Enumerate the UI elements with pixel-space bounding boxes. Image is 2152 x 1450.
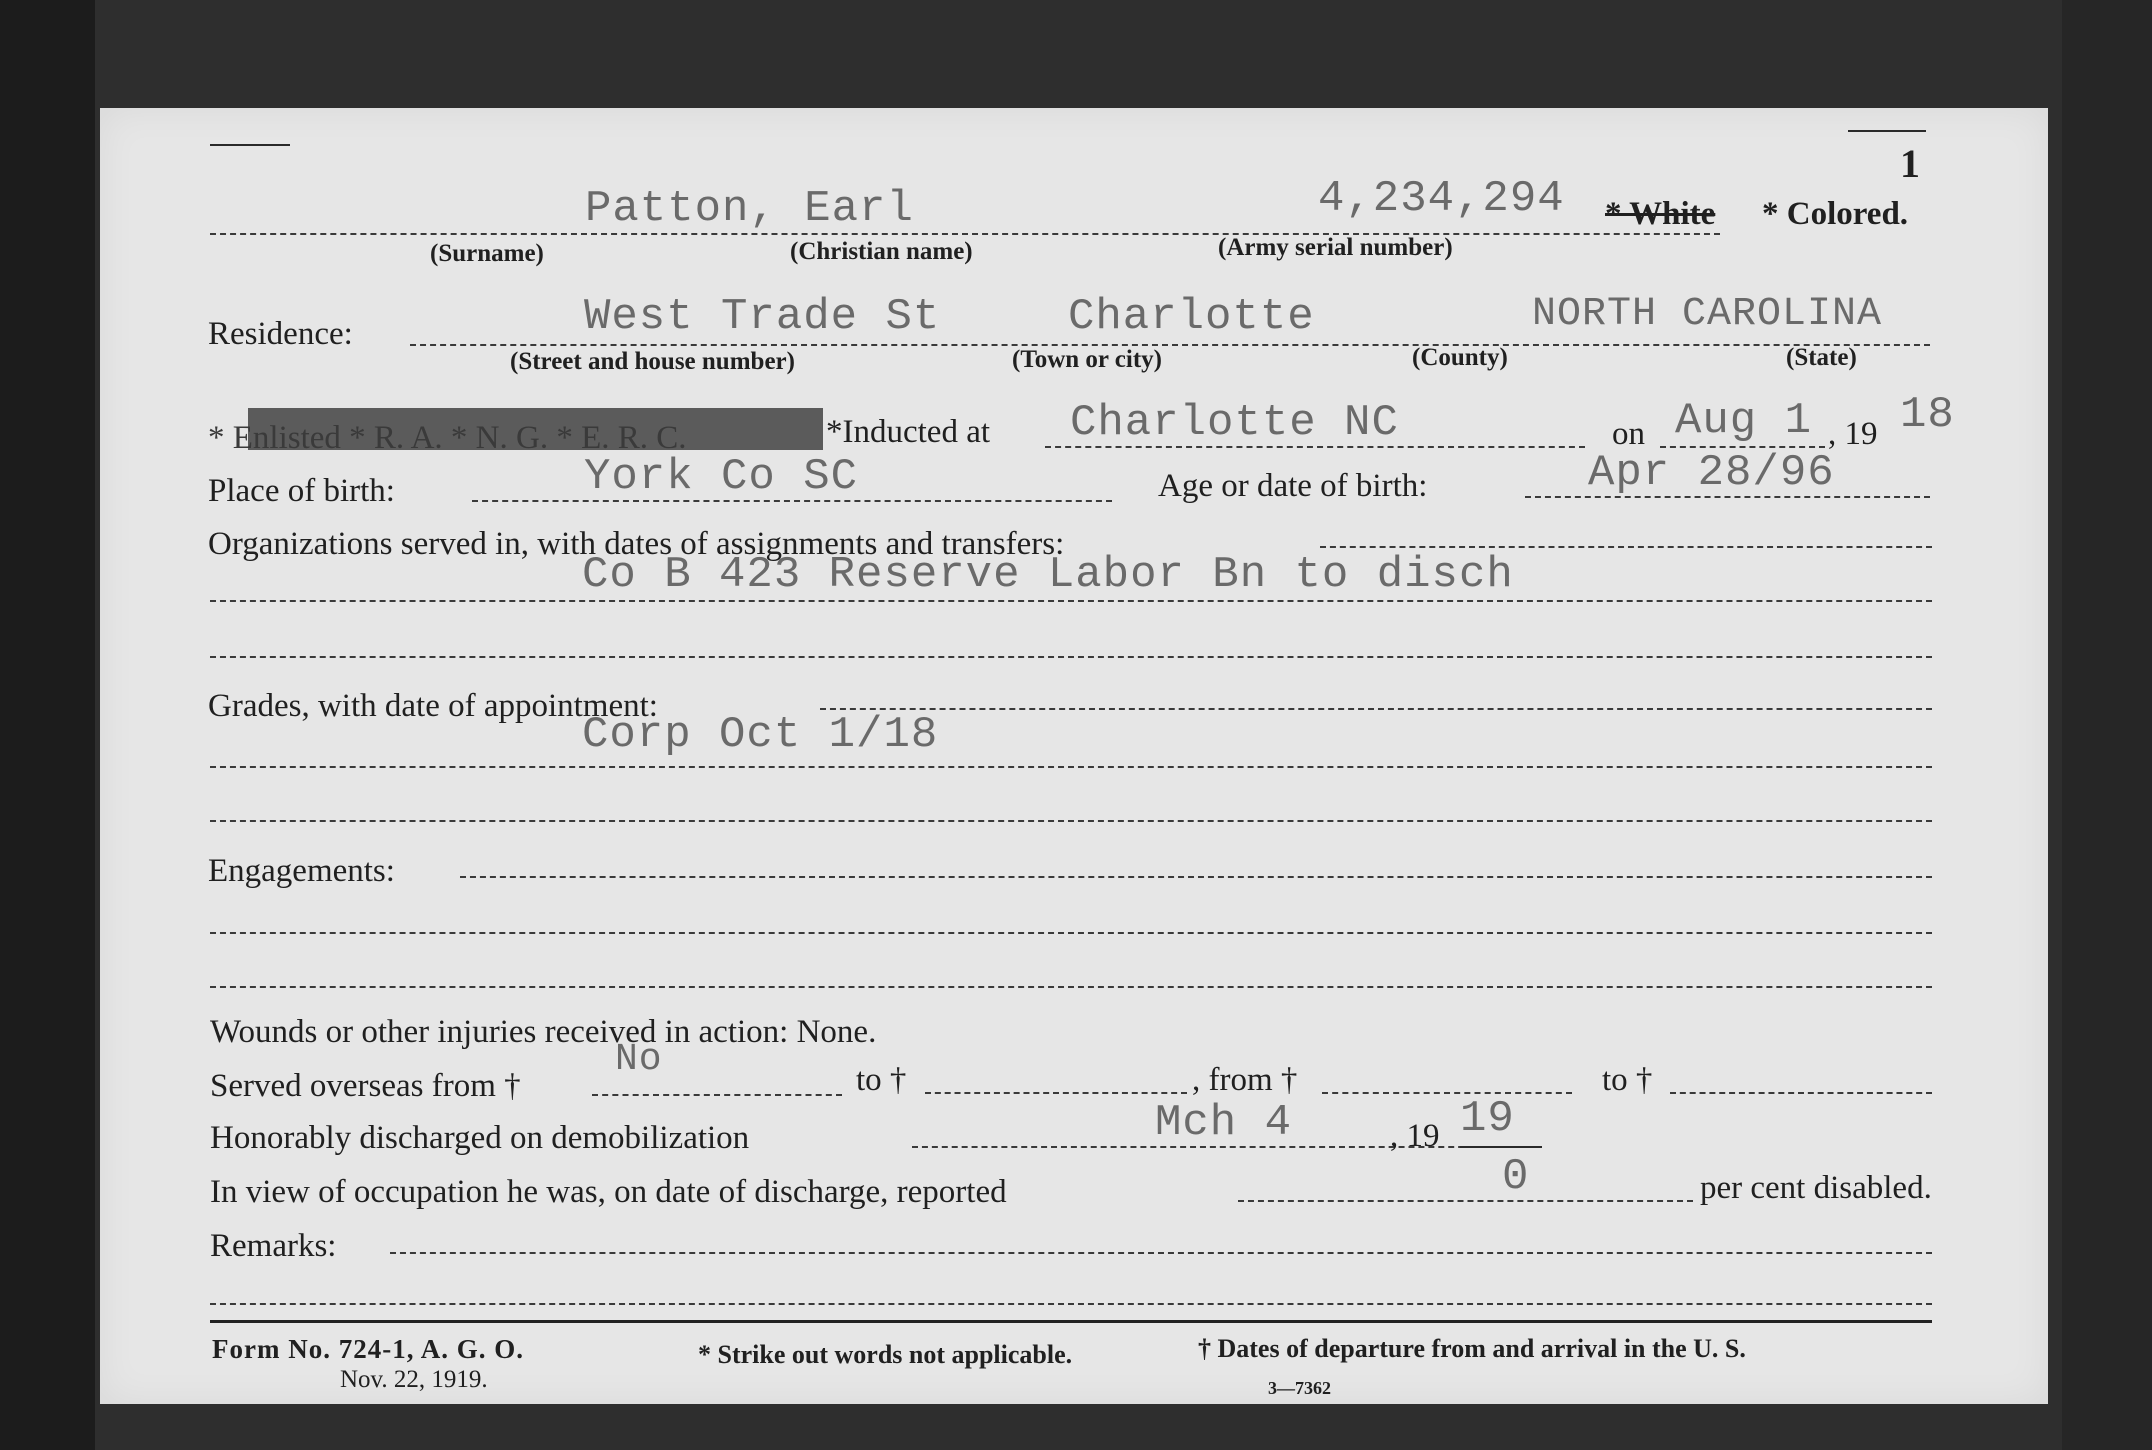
caption-surname: (Surname) — [430, 240, 544, 267]
scan-background-left — [0, 0, 95, 1450]
top-left-rule — [210, 144, 290, 146]
grades-label: Grades, with date of appointment: — [208, 688, 658, 724]
birth-date-value: Apr 28/96 — [1588, 448, 1835, 498]
orgs-value: Co B 423 Reserve Labor Bn to disch — [582, 550, 1514, 600]
name-value: Patton, Earl — [585, 184, 914, 234]
birthplace-value: York Co SC — [584, 452, 859, 502]
town-value: Charlotte — [1068, 292, 1315, 342]
remarks-line-2 — [210, 1303, 1932, 1305]
race-colored: * Colored. — [1762, 196, 1909, 232]
orgs-line-1 — [1320, 546, 1932, 548]
discharge-label: Honorably discharged on demobilization — [210, 1120, 750, 1156]
race-white: * White — [1605, 196, 1716, 232]
grades-value: Corp Oct 1/18 — [582, 710, 939, 760]
inducted-year-value: 18 — [1900, 390, 1955, 440]
grades-line-2 — [210, 766, 1932, 768]
orgs-line-3 — [210, 656, 1932, 658]
remarks-label: Remarks: — [210, 1228, 337, 1264]
engagements-line-3 — [210, 986, 1932, 988]
caption-county: (County) — [1412, 344, 1508, 371]
disability-value: 0 — [1502, 1152, 1530, 1202]
overseas-to-line — [925, 1092, 1187, 1094]
form-number: Form No. 724-1, A. G. O. — [212, 1334, 524, 1364]
caption-christian: (Christian name) — [790, 238, 973, 265]
disability-label: In view of occupation he was, on date of discharge, reported — [210, 1174, 1007, 1210]
overseas-label: Served overseas from † — [210, 1068, 521, 1104]
discharge-year-line — [1460, 1146, 1542, 1148]
overseas-value: No — [615, 1038, 663, 1081]
overseas-from-line — [592, 1094, 842, 1096]
overseas-to-label: to † — [856, 1062, 907, 1098]
caption-town: (Town or city) — [1012, 346, 1162, 373]
inducted-label: *Inducted at — [826, 414, 991, 450]
orgs-line-2 — [210, 600, 1932, 602]
residence-line — [410, 344, 1930, 346]
state-value: NORTH CAROLINA — [1532, 292, 1883, 337]
engagements-line-2 — [210, 932, 1932, 934]
grades-line-3 — [210, 820, 1932, 822]
scan-background-right — [2062, 0, 2152, 1450]
caption-serial: (Army serial number) — [1218, 234, 1453, 261]
overseas-to2-label: to † — [1602, 1062, 1653, 1098]
form-date: Nov. 22, 1919. — [340, 1366, 488, 1393]
inducted-year-prefix: , 19 — [1828, 416, 1878, 452]
age-label: Age or date of birth: — [1158, 468, 1428, 504]
service-record-card — [100, 108, 2048, 1404]
discharge-year-value: 19 — [1460, 1094, 1515, 1144]
residence-label: Residence: — [208, 316, 353, 352]
engagements-line-1 — [460, 876, 1932, 878]
print-code: 3—7362 — [1268, 1378, 1331, 1398]
wounds-label: Wounds or other injuries received in action: None. — [210, 1014, 877, 1050]
on-label: on — [1612, 416, 1645, 452]
grades-line-1 — [820, 708, 1932, 710]
inducted-place-value: Charlotte NC — [1070, 398, 1399, 448]
overseas-to2-line — [1670, 1092, 1932, 1094]
footer-rule — [210, 1320, 1932, 1323]
caption-state: (State) — [1786, 344, 1857, 371]
dates-note: † Dates of departure from and arrival in the U. S. — [1198, 1334, 1746, 1363]
strike-note: * Strike out words not applicable. — [698, 1340, 1073, 1369]
enlisted-line: * Enlisted * R. A. * N. G. * E. R. C. — [208, 420, 687, 456]
overseas-from2-line — [1322, 1092, 1572, 1094]
inducted-date-value: Aug 1 — [1675, 396, 1813, 446]
discharge-year-prefix: , 19 — [1390, 1118, 1440, 1154]
remarks-line-1 — [390, 1252, 1932, 1254]
engagements-label: Engagements: — [208, 853, 395, 889]
overseas-from2-label: , from † — [1192, 1062, 1298, 1098]
birthplace-label: Place of birth: — [208, 473, 395, 509]
name-line — [210, 233, 1720, 235]
disability-line — [1238, 1200, 1693, 1202]
card-number: 1 — [1900, 141, 1920, 186]
serial-value: 4,234,294 — [1318, 174, 1565, 224]
orgs-label: Organizations served in, with dates of assignments and transfers: — [208, 526, 1065, 562]
disability-suffix: per cent disabled. — [1700, 1170, 1932, 1206]
discharge-date-value: Mch 4 — [1155, 1098, 1293, 1148]
street-value: West Trade St — [584, 292, 941, 342]
top-right-rule — [1848, 130, 1926, 132]
caption-street: (Street and house number) — [510, 348, 795, 375]
